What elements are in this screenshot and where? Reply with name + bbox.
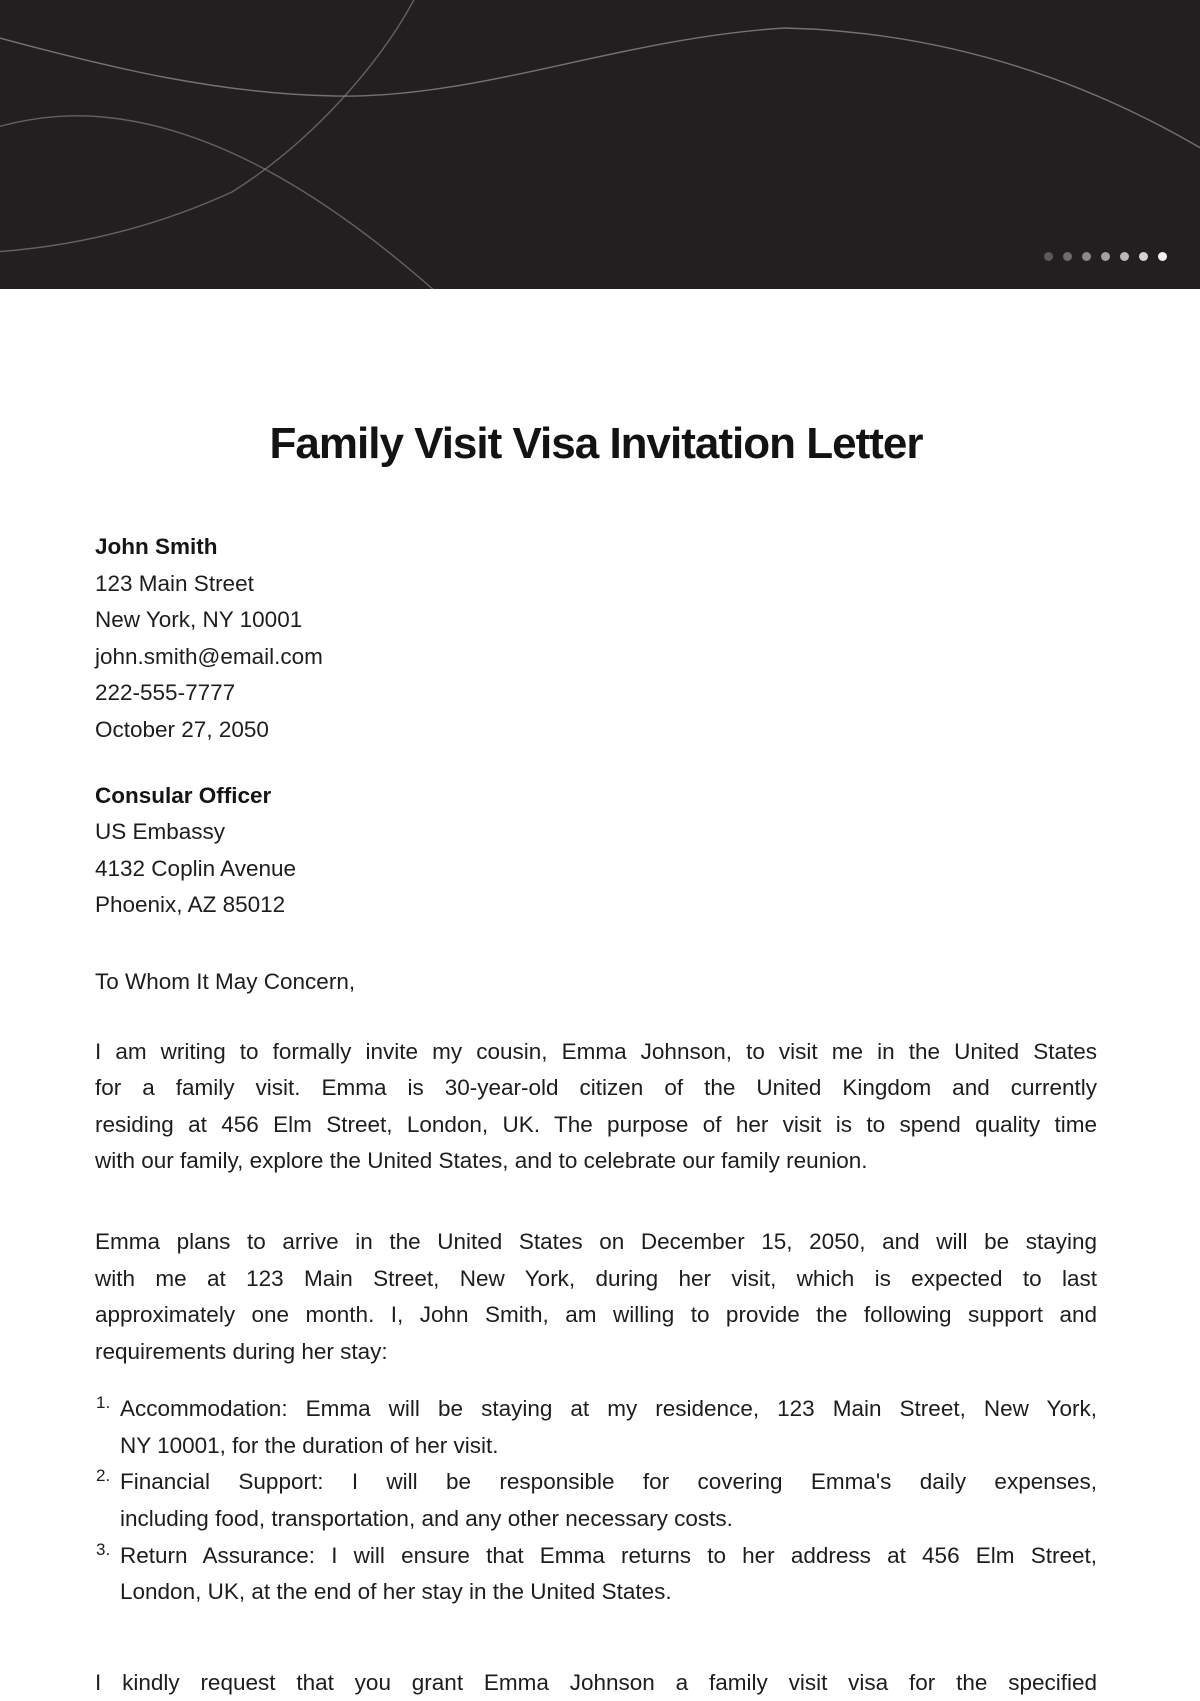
sender-address-lines: [95, 566, 1097, 749]
text-line: Accommodation: Emma will be staying at my residence, 123 Main Street, New York,: [120, 1396, 1097, 1422]
letter-body: [0, 415, 1200, 1701]
carousel-dot: [1158, 252, 1167, 261]
list-number: 2.: [96, 1466, 111, 1486]
carousel-dots: [1044, 252, 1167, 261]
text-line: I am writing to formally invite my cousin, Emma Johnson, to visit me in the United States: [95, 1038, 1097, 1064]
text-line: 222-555-7777: [95, 680, 236, 706]
requirements-list: [95, 1391, 1097, 1611]
text-line: New York, NY 10001: [95, 607, 303, 633]
list-item: [95, 1391, 1097, 1464]
text-line: including food, transportation, and any other necessary costs.: [120, 1506, 733, 1532]
closing-paragraph: [95, 1665, 1097, 1701]
paragraph-2: [95, 1224, 1097, 1370]
text-line: john.smith@email.com: [95, 643, 323, 669]
list-item-text: [120, 1538, 1097, 1611]
text-line: US Embassy: [95, 819, 226, 845]
paragraph-1: [95, 1034, 1097, 1180]
carousel-dot: [1120, 252, 1129, 261]
list-item-text: [120, 1464, 1097, 1537]
sender-block: [95, 529, 1097, 749]
text-line: approximately one month. I, John Smith, am willing to provide the following support and: [95, 1302, 1097, 1328]
text-line: Financial Support: I will be responsible for covering Emma's daily expenses,: [120, 1469, 1097, 1495]
text-line: Return Assurance: I will ensure that Emma returns to her address at 456 Elm Street,: [120, 1542, 1097, 1568]
decorative-curves: [0, 0, 1200, 289]
text-line: residing at 456 Elm Street, London, UK. The purpose of her visit is to spend quality time: [95, 1111, 1097, 1137]
text-line: requirements during her stay:: [95, 1338, 388, 1364]
carousel-dot: [1082, 252, 1091, 261]
carousel-dot: [1044, 252, 1053, 261]
recipient-block: [95, 778, 1097, 924]
list-item: [95, 1464, 1097, 1537]
text-line: NY 10001, for the duration of her visit.: [120, 1432, 499, 1458]
list-item: [95, 1538, 1097, 1611]
recipient-name: Consular Officer: [95, 782, 272, 808]
text-line: October 27, 2050: [95, 716, 269, 742]
text-line: for a family visit. Emma is 30-year-old citizen of the United Kingdom and currently: [95, 1075, 1097, 1101]
text-line: with me at 123 Main Street, New York, during her visit, which is expected to last: [95, 1265, 1097, 1291]
list-item-text: [120, 1391, 1097, 1464]
carousel-dot: [1101, 252, 1110, 261]
carousel-dot: [1139, 252, 1148, 261]
text-line: with our family, explore the United States, and to celebrate our family reunion.: [95, 1148, 868, 1174]
text-line: Emma plans to arrive in the United States on December 15, 2050, and will be staying: [95, 1228, 1097, 1254]
header-banner: [0, 0, 1200, 289]
text-line: 4132 Coplin Avenue: [95, 855, 297, 881]
list-number: 3.: [96, 1539, 111, 1559]
text-line: 123 Main Street: [95, 570, 254, 596]
carousel-dot: [1063, 252, 1072, 261]
page-title: Family Visit Visa Invitation Letter: [269, 419, 923, 468]
recipient-address-lines: [95, 814, 1097, 924]
text-line: London, UK, at the end of her stay in the United States.: [120, 1579, 672, 1605]
list-number: 1.: [96, 1393, 111, 1413]
text-line: Phoenix, AZ 85012: [95, 892, 286, 918]
salutation: To Whom It May Concern,: [95, 968, 356, 994]
sender-name: John Smith: [95, 534, 218, 559]
closing-line: I kindly request that you grant Emma Johnson a family visit visa for the specified: [95, 1669, 1097, 1695]
